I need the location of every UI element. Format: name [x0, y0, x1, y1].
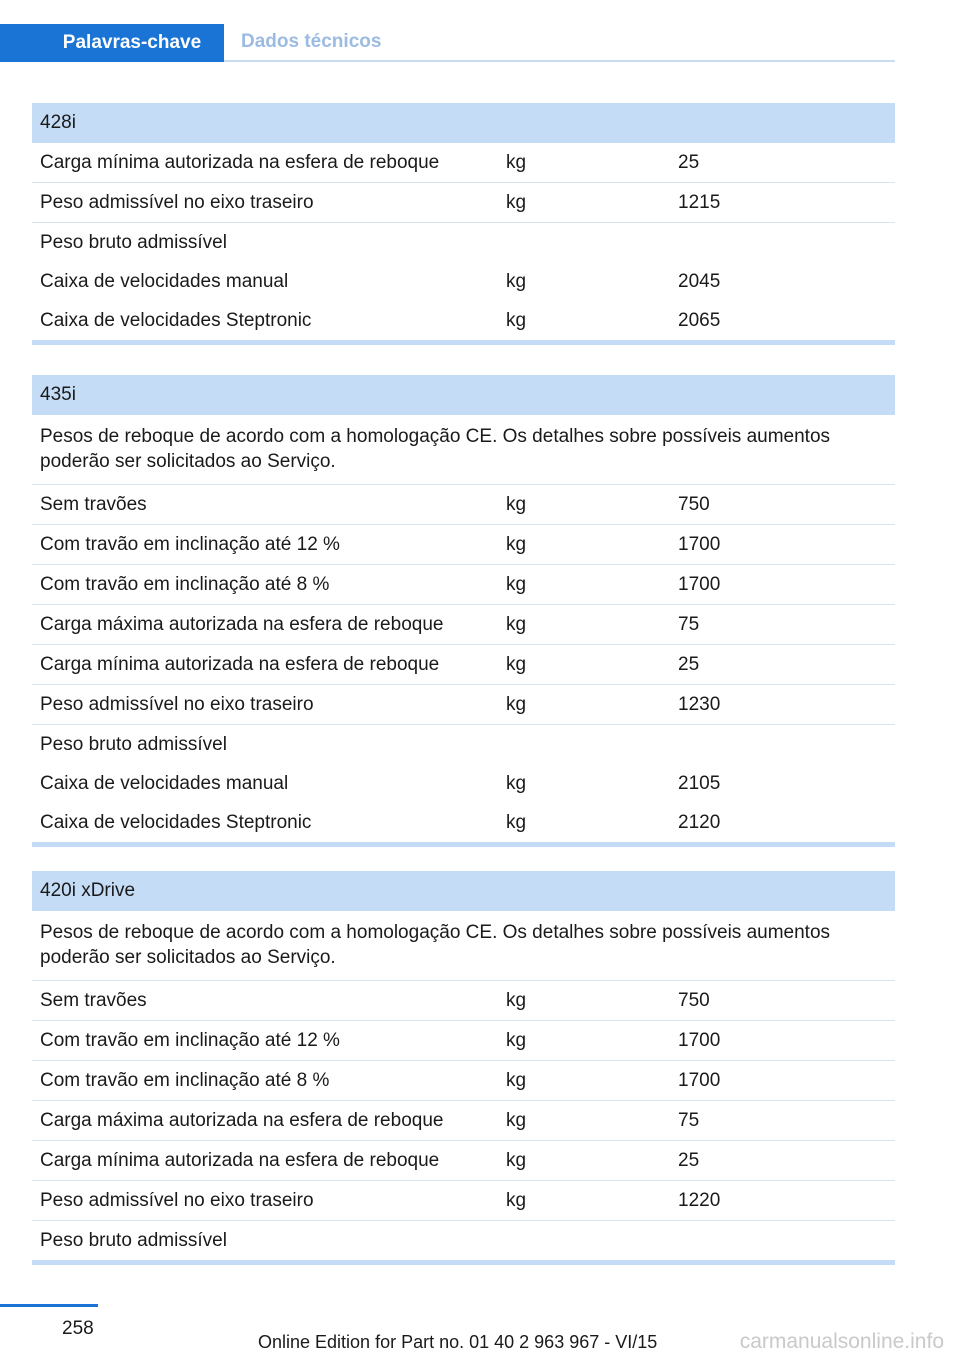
table-row [32, 605, 895, 645]
table-note: Pesos de reboque de acordo com a homologação CE. Os detalhes sobre possíveis aumentos poderão ser solicitados ao Serviço. [32, 911, 895, 981]
row-value: 1230 [678, 693, 721, 715]
row-unit: kg [506, 270, 527, 292]
table-note: Pesos de reboque de acordo com a homologação CE. Os detalhes sobre possíveis aumentos poderão ser solicitados ao Serviço. [32, 415, 895, 485]
row-label: Carga mínima autorizada na esfera de reboque [40, 151, 440, 173]
row-label: Sem travões [40, 989, 147, 1011]
row-value: 750 [678, 493, 710, 515]
table-row [32, 183, 895, 223]
row-value: 2105 [678, 772, 721, 794]
row-label: Carga mínima autorizada na esfera de reboque [40, 1149, 440, 1171]
tab-bar [0, 24, 895, 62]
row-value: 2065 [678, 309, 721, 331]
row-value: 1215 [678, 191, 721, 213]
row-label: Carga mínima autorizada na esfera de reboque [40, 653, 440, 675]
row-value: 750 [678, 989, 710, 1011]
table-row [32, 525, 895, 565]
table-row [32, 223, 895, 262]
row-value: 75 [678, 1109, 700, 1131]
page-number-bar [0, 1304, 98, 1307]
table-row [32, 685, 895, 725]
row-label: Peso bruto admissível [40, 231, 227, 253]
row-label: Carga máxima autorizada na esfera de reboque [40, 1109, 444, 1131]
table-row [32, 1181, 895, 1221]
row-value: 2120 [678, 811, 721, 833]
row-label: Peso admissível no eixo traseiro [40, 693, 314, 715]
table-end-bar [32, 340, 895, 345]
row-label: Caixa de velocidades Steptronic [40, 309, 312, 331]
table-435i [32, 375, 895, 847]
row-unit: kg [506, 1109, 527, 1131]
row-unit: kg [506, 493, 527, 515]
table-row [32, 1141, 895, 1181]
row-value: 1700 [678, 533, 721, 555]
table-end-bar [32, 842, 895, 847]
row-unit: kg [506, 772, 527, 794]
row-label: Com travão em inclinação até 12 % [40, 1029, 340, 1051]
row-unit: kg [506, 653, 527, 675]
watermark: carmanualsonline.info [739, 1330, 944, 1353]
row-value: 2045 [678, 270, 721, 292]
row-unit: kg [506, 151, 527, 173]
table-row [32, 301, 895, 340]
row-unit: kg [506, 1189, 527, 1211]
row-label: Sem travões [40, 493, 147, 515]
table-row [32, 565, 895, 605]
row-label: Peso bruto admissível [40, 733, 227, 755]
page-number: 258 [62, 1318, 94, 1339]
row-label: Carga máxima autorizada na esfera de reboque [40, 613, 444, 635]
edition-footer: Online Edition for Part no. 01 40 2 963 967 - VI/15 [258, 1332, 658, 1352]
table-row [32, 981, 895, 1021]
row-unit: kg [506, 613, 527, 635]
tab-dados-tecnicos[interactable]: Dados técnicos [241, 31, 382, 52]
row-value: 1700 [678, 573, 721, 595]
table-row [32, 1101, 895, 1141]
table-row [32, 764, 895, 803]
row-label: Peso admissível no eixo traseiro [40, 191, 314, 213]
table-row [32, 803, 895, 842]
row-label: Com travão em inclinação até 12 % [40, 533, 340, 555]
row-unit: kg [506, 309, 527, 331]
table-row [32, 1061, 895, 1101]
row-unit: kg [506, 573, 527, 595]
table-row [32, 143, 895, 183]
row-unit: kg [506, 693, 527, 715]
table-420i-xdrive [32, 871, 895, 1265]
row-value: 1700 [678, 1069, 721, 1091]
table-row [32, 485, 895, 525]
table-end-bar [32, 1260, 895, 1265]
row-label: Com travão em inclinação até 8 % [40, 573, 330, 595]
row-unit: kg [506, 533, 527, 555]
row-value: 1700 [678, 1029, 721, 1051]
row-unit: kg [506, 1069, 527, 1091]
row-label: Peso bruto admissível [40, 1229, 227, 1251]
row-value: 25 [678, 151, 700, 173]
table-row [32, 262, 895, 301]
table-header: 420i xDrive [32, 871, 895, 911]
row-value: 75 [678, 613, 700, 635]
row-value: 25 [678, 653, 700, 675]
row-unit: kg [506, 191, 527, 213]
row-unit: kg [506, 1149, 527, 1171]
row-label: Caixa de velocidades Steptronic [40, 811, 312, 833]
table-row [32, 645, 895, 685]
row-value: 1220 [678, 1189, 721, 1211]
row-label: Com travão em inclinação até 8 % [40, 1069, 330, 1091]
table-row [32, 1221, 895, 1260]
row-label: Peso admissível no eixo traseiro [40, 1189, 314, 1211]
row-label: Caixa de velocidades manual [40, 270, 289, 292]
row-unit: kg [506, 1029, 527, 1051]
table-header: 428i [32, 103, 895, 143]
row-unit: kg [506, 811, 527, 833]
tab-palavras-chave[interactable]: Palavras-chave [0, 24, 224, 62]
row-unit: kg [506, 989, 527, 1011]
table-428i [32, 103, 895, 345]
table-row [32, 725, 895, 764]
table-header: 435i [32, 375, 895, 415]
row-value: 25 [678, 1149, 700, 1171]
tab-underline [224, 60, 895, 62]
row-label: Caixa de velocidades manual [40, 772, 289, 794]
table-row [32, 1021, 895, 1061]
